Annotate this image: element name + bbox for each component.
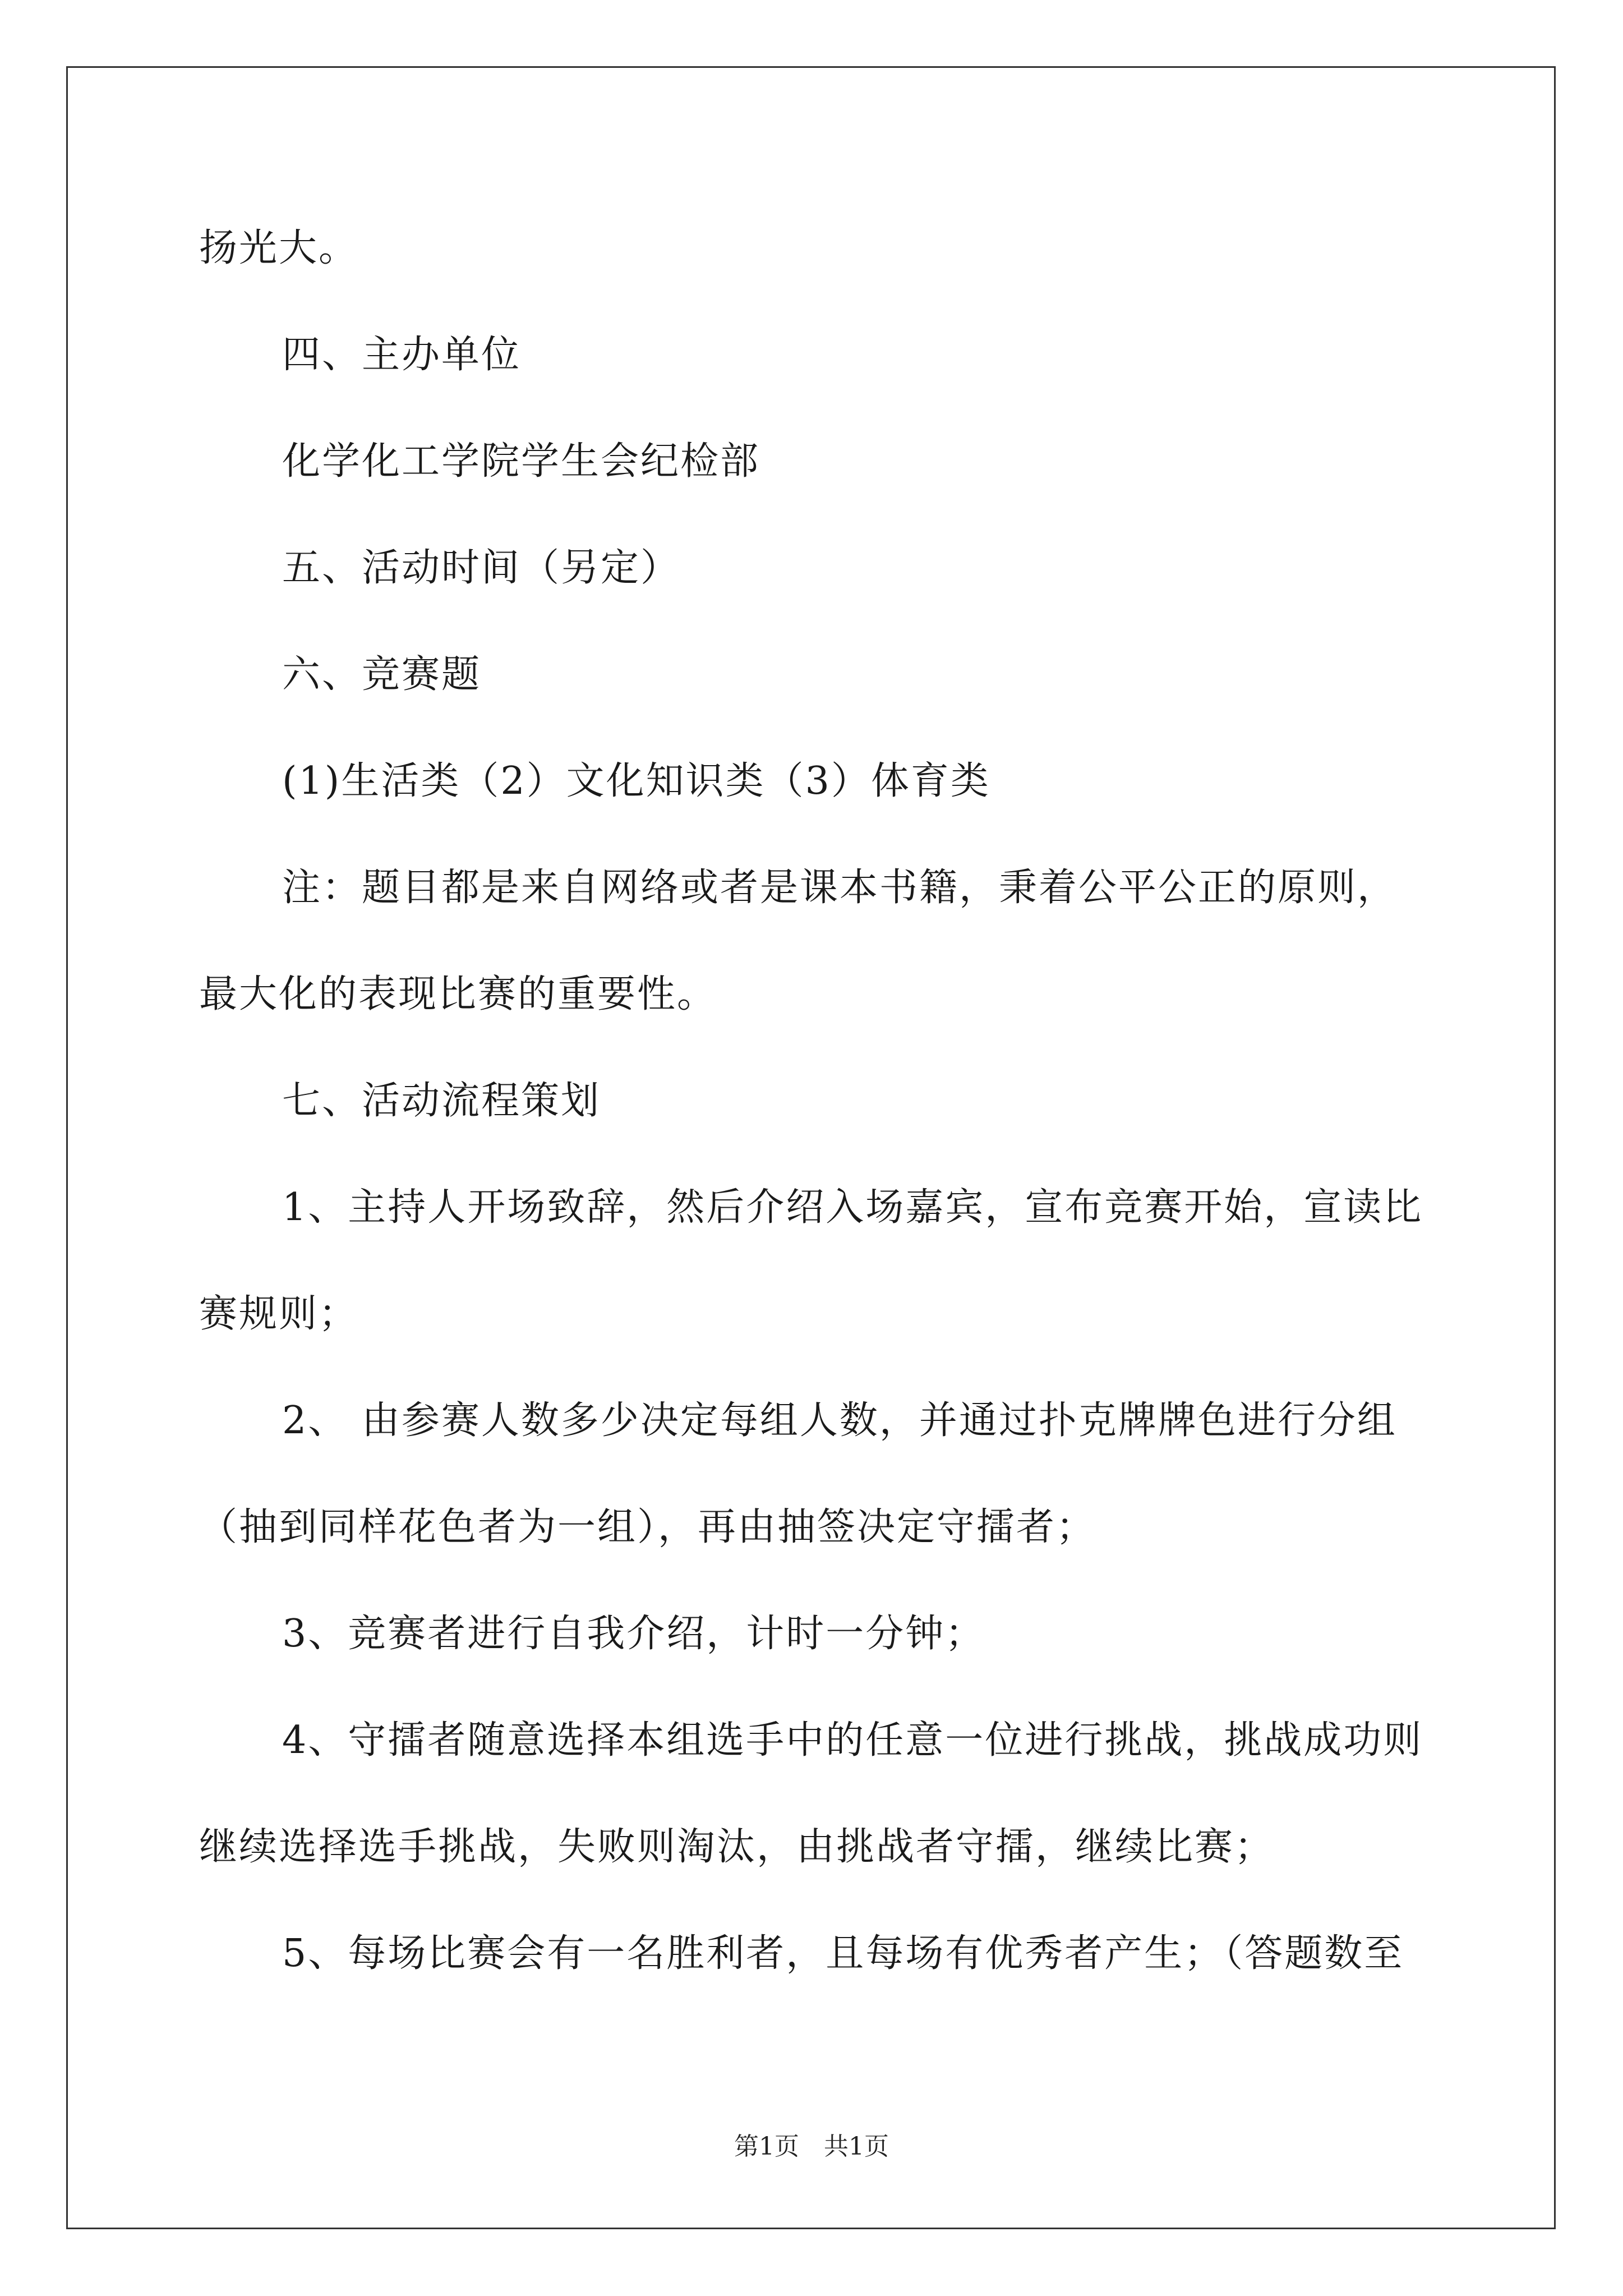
section-heading: 五、活动时间（另定） xyxy=(282,546,681,590)
text-line: 最大化的表现比赛的重要性。 xyxy=(199,972,717,1016)
text-line: 4、守擂者随意选择本组选手中的任意一位进行挑战，挑战成功则 xyxy=(282,1718,1423,1763)
text-line: 5、每场比赛会有一名胜利者，且每场有优秀者产生；（答题数至 xyxy=(282,1931,1404,1976)
text-line: (1)生活类（2）文化知识类（3）体育类 xyxy=(282,759,990,803)
text-line: 化学化工学院学生会纪检部 xyxy=(282,439,760,484)
page-border xyxy=(66,66,1556,2229)
text-line: 扬光大。 xyxy=(199,226,359,270)
page-number-footer: 第1页 共1页 xyxy=(734,2132,889,2161)
text-line: 注：题目都是来自网络或者是课本书籍，秉着公平公正的原则， xyxy=(282,866,1398,910)
text-line: 2、 由参赛人数多少决定每组人数，并通过扑克牌牌色进行分组 xyxy=(282,1398,1397,1443)
text-line: 1、主持人开场致辞，然后介绍入场嘉宾，宣布竞赛开始，宣读比 xyxy=(282,1185,1423,1230)
section-heading: 七、活动流程策划 xyxy=(282,1079,601,1123)
text-line: 继续选择选手挑战，失败则淘汰，由挑战者守擂，继续比赛； xyxy=(199,1825,1275,1869)
text-line: 3、竞赛者进行自我介绍，计时一分钟； xyxy=(282,1612,985,1656)
text-line: （抽到同样花色者为一组），再由抽签决定守擂者； xyxy=(199,1505,1096,1549)
section-heading: 四、主办单位 xyxy=(282,333,522,377)
text-line: 赛规则； xyxy=(199,1292,359,1336)
section-heading: 六、竞赛题 xyxy=(282,652,482,697)
